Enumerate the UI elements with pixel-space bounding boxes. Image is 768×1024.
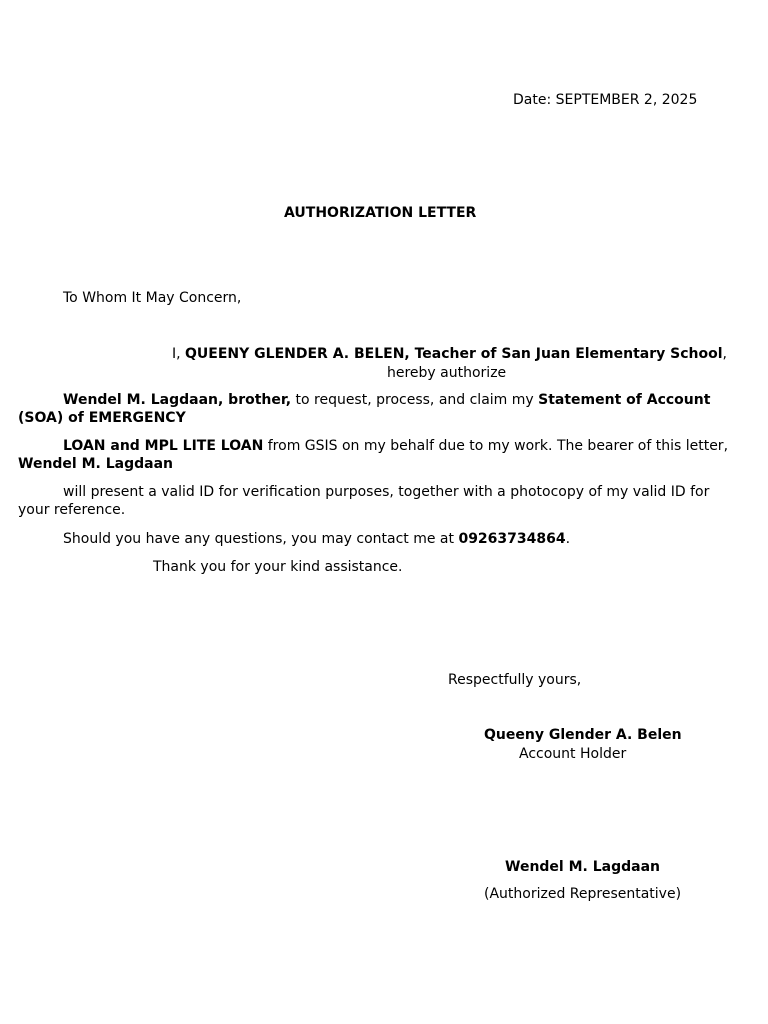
letter-title: AUTHORIZATION LETTER — [284, 205, 477, 221]
paragraph-valid-id — [18, 484, 743, 519]
thanks-line: Thank you for your kind assistance. — [153, 559, 403, 575]
representative-role: (Authorized Representative) — [484, 886, 682, 902]
para1-bold1: Wendel M. Lagdaan, brother, — [63, 392, 292, 408]
para2-indent — [18, 438, 63, 454]
paragraph-authorization — [18, 392, 743, 427]
para2-bold1: LOAN and MPL LITE LOAN — [63, 438, 264, 454]
intro-prefix: I, — [172, 346, 186, 362]
representative-name: Wendel M. Lagdaan — [505, 859, 660, 875]
grantor-name: QUEENY GLENDER A. BELEN, Teacher of San Juan Elementary School — [185, 346, 723, 362]
signatory-role: Account Holder — [519, 746, 627, 762]
intro-line-2: hereby authorize — [387, 365, 507, 381]
para1-bold2: Statement of Account (SOA) of EMERGENCY — [18, 392, 711, 426]
para1-text1: to request, process, and claim my — [291, 392, 539, 408]
date-value: SEPTEMBER 2, 2025 — [555, 92, 698, 108]
contact-text: Should you have any questions, you may contact me at — [63, 531, 459, 547]
intro-suffix: , — [722, 346, 727, 362]
paragraph-contact — [63, 531, 570, 548]
date-label: Date: — [513, 92, 556, 108]
para3-text: will present a valid ID for verification purposes, together with a photocopy of my valid ID for your reference. — [18, 484, 710, 518]
para2-bold2: Wendel M. Lagdaan — [18, 455, 173, 472]
salutation: To Whom It May Concern, — [63, 290, 242, 306]
paragraph-loan — [18, 438, 743, 473]
contact-end: . — [565, 531, 571, 547]
para3-indent — [18, 484, 63, 500]
closing-line: Respectfully yours, — [448, 672, 582, 688]
para2-text1: from GSIS on my behalf due to my work. The bearer of this letter, — [263, 438, 729, 454]
contact-phone: 09263734864 — [458, 531, 566, 547]
intro-line-1 — [172, 346, 727, 363]
para1-indent — [18, 392, 63, 408]
date-line — [513, 92, 697, 109]
signatory-name: Queeny Glender A. Belen — [484, 727, 682, 743]
